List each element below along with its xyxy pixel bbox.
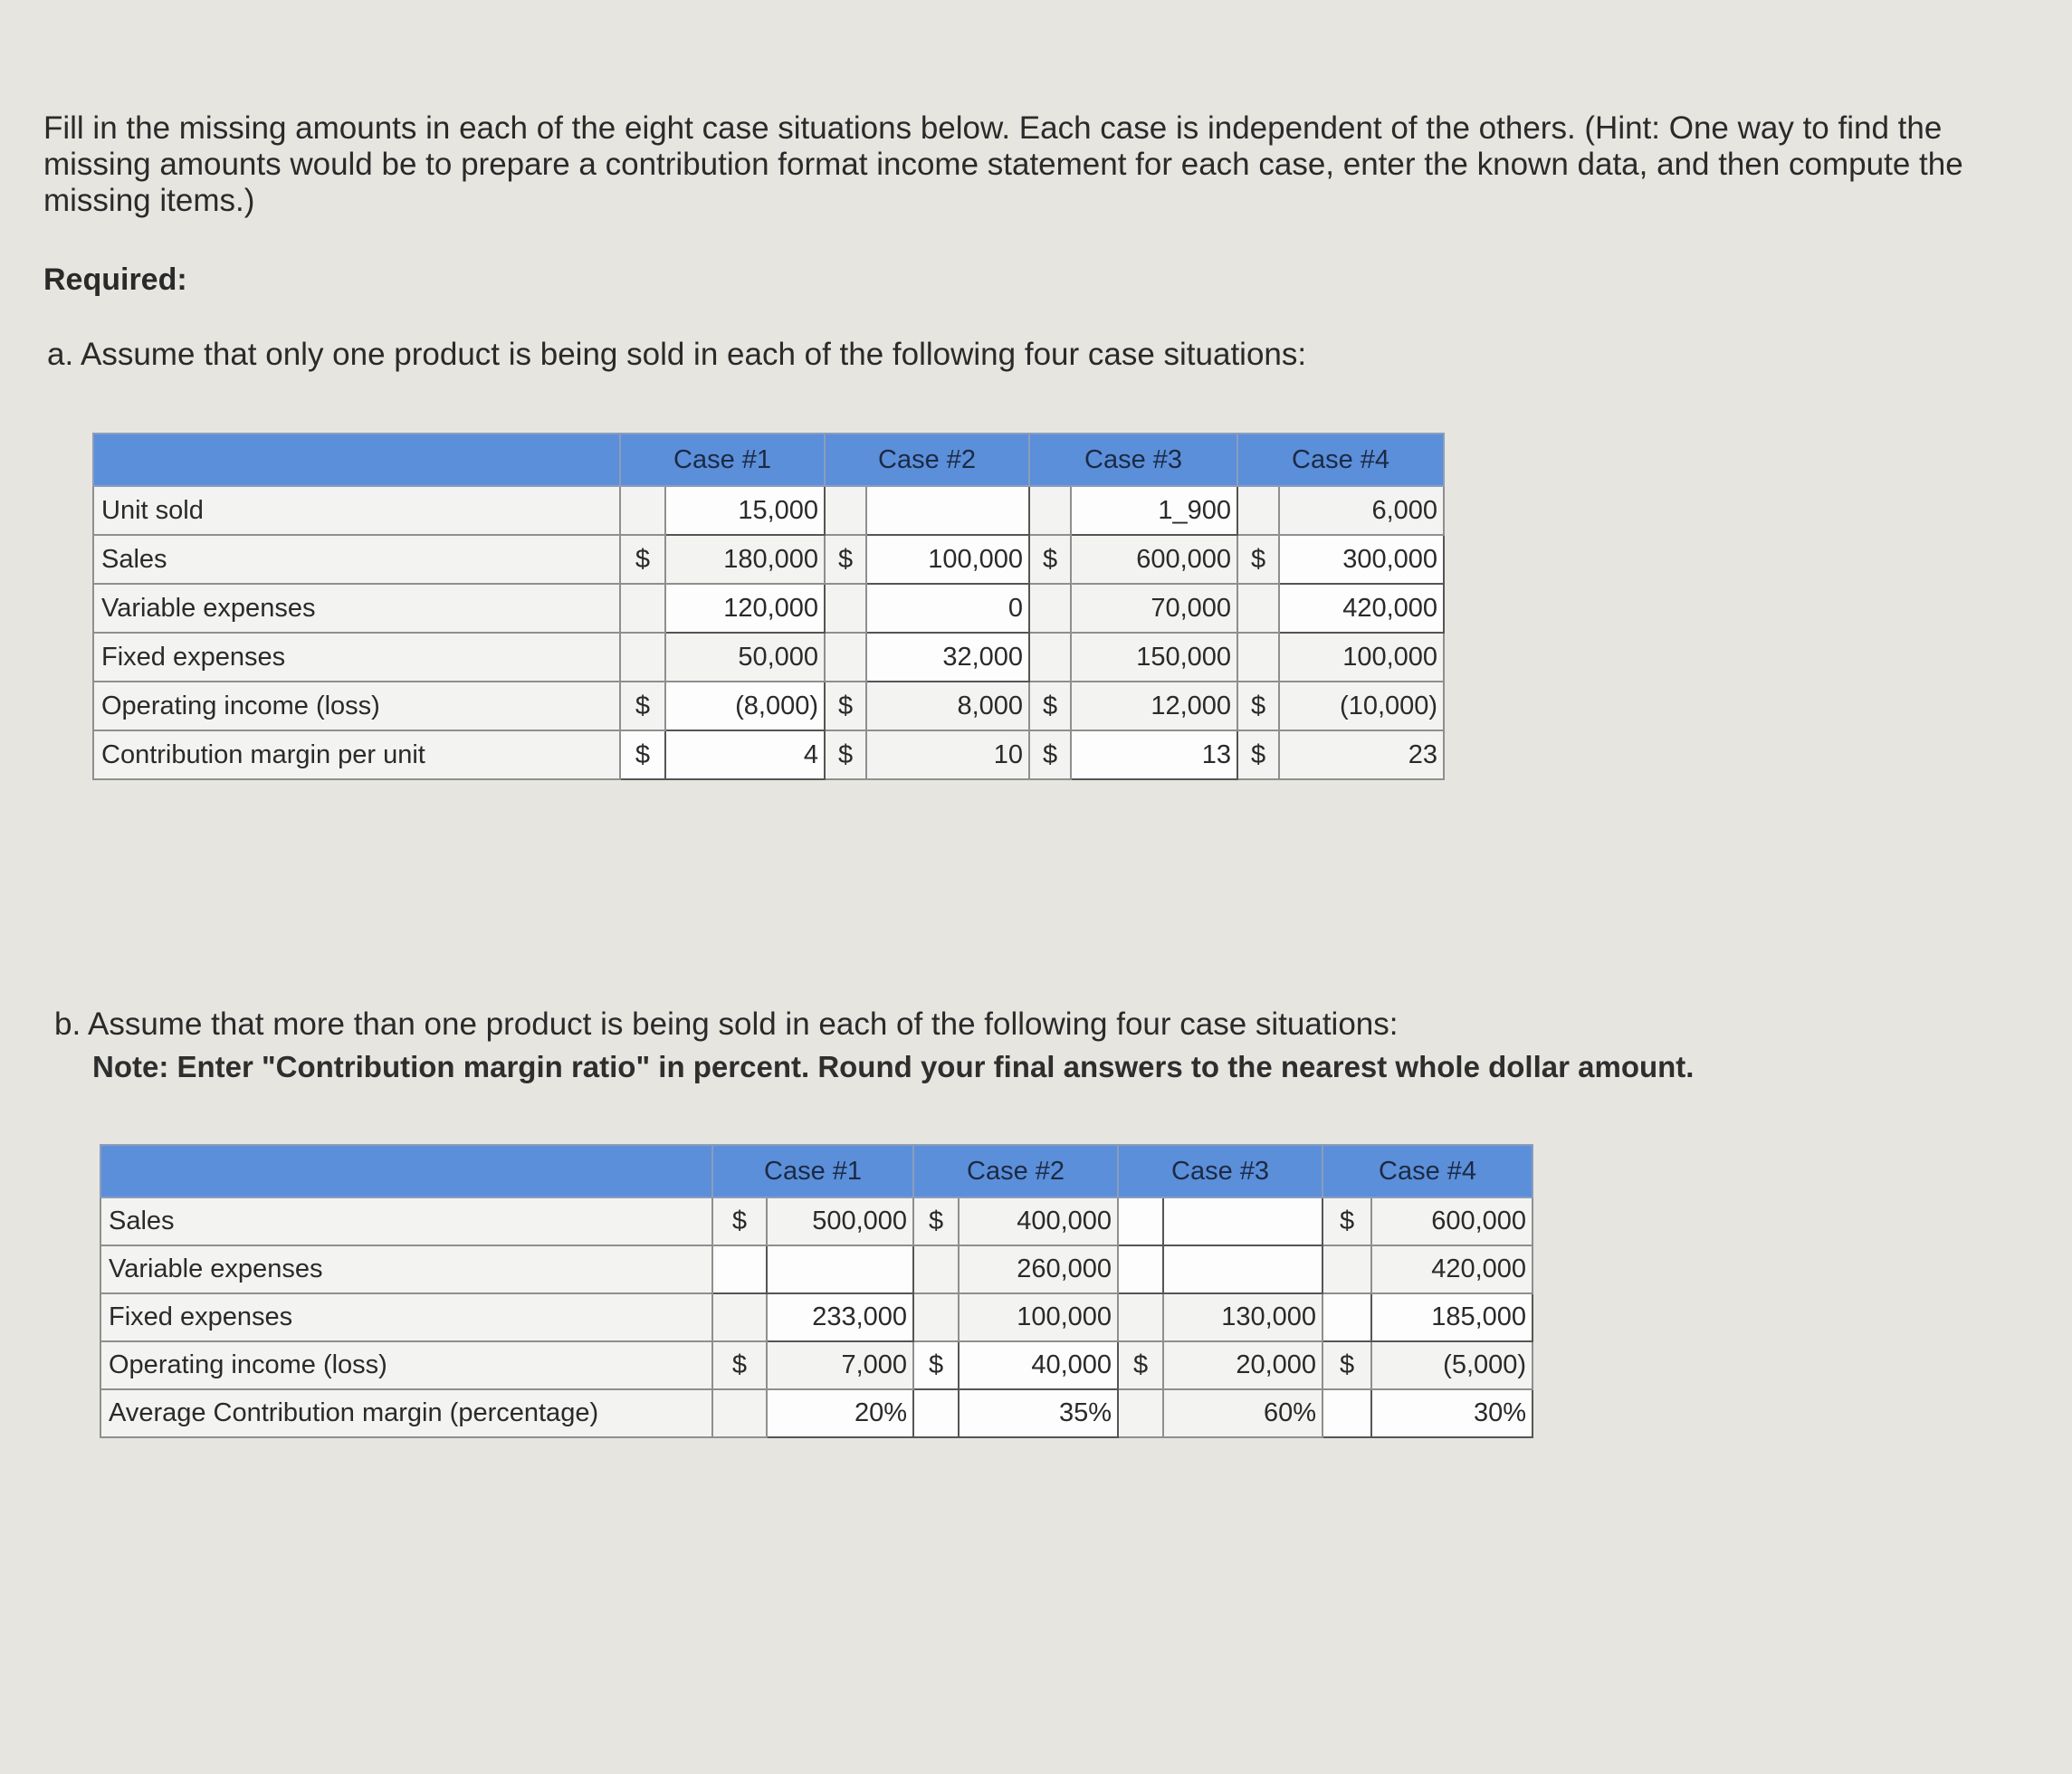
currency-sign: [1029, 584, 1071, 633]
table-b: [100, 1144, 1533, 1438]
case-1-variable-expenses-input[interactable]: 120,000: [665, 584, 825, 633]
table-a-header-case-2: Case #2: [825, 434, 1029, 486]
currency-sign: [1118, 1245, 1163, 1293]
currency-sign: $: [825, 535, 866, 584]
case-4-sales-value: 600,000: [1371, 1197, 1533, 1245]
case-4-unit-sold-value: 6,000: [1279, 486, 1444, 535]
currency-sign: [1322, 1245, 1371, 1293]
currency-sign: $: [1322, 1197, 1371, 1245]
case-3-sales-input[interactable]: [1163, 1197, 1322, 1245]
row-label-average-cm-percentage: Average Contribution margin (percentage): [100, 1389, 712, 1437]
row-label-variable-expenses: Variable expenses: [93, 584, 620, 633]
currency-sign: [712, 1389, 767, 1437]
table-b-header-case-2: Case #2: [913, 1145, 1118, 1197]
table-a-header-blank: [93, 434, 620, 486]
row-label-sales: Sales: [93, 535, 620, 584]
currency-sign: [620, 633, 665, 682]
table-row: [93, 486, 1444, 535]
currency-sign: $: [712, 1197, 767, 1245]
currency-sign: [1118, 1293, 1163, 1341]
currency-sign: [620, 486, 665, 535]
currency-sign: [825, 486, 866, 535]
currency-sign: $: [913, 1341, 959, 1389]
currency-sign: $: [620, 682, 665, 730]
currency-sign: [913, 1245, 959, 1293]
case-4-cm-percentage-input[interactable]: 30%: [1371, 1389, 1533, 1437]
table-b-header-row: [100, 1145, 1533, 1197]
table-row: [100, 1197, 1533, 1245]
currency-sign: $: [913, 1197, 959, 1245]
table-a-header-case-1: Case #1: [620, 434, 825, 486]
table-row: [93, 730, 1444, 779]
case-4-operating-income-value: (5,000): [1371, 1341, 1533, 1389]
currency-sign: [1237, 633, 1279, 682]
case-2-sales-value: 400,000: [959, 1197, 1118, 1245]
case-1-unit-sold-input[interactable]: 15,000: [665, 486, 825, 535]
currency-sign: $: [1237, 682, 1279, 730]
case-4-cm-per-unit-value: 23: [1279, 730, 1444, 779]
currency-sign: [1118, 1389, 1163, 1437]
case-2-sales-input[interactable]: 100,000: [866, 535, 1029, 584]
currency-sign: $: [1322, 1341, 1371, 1389]
case-4-operating-income-value: (10,000): [1279, 682, 1444, 730]
case-1-operating-income-input[interactable]: (8,000): [665, 682, 825, 730]
case-2-cm-percentage-input[interactable]: 35%: [959, 1389, 1118, 1437]
table-a-header-row: [93, 434, 1444, 486]
row-label-sales: Sales: [100, 1197, 712, 1245]
case-4-sales-input[interactable]: 300,000: [1279, 535, 1444, 584]
currency-sign: [1322, 1293, 1371, 1341]
case-4-fixed-expenses-value: 100,000: [1279, 633, 1444, 682]
row-label-contribution-margin-per-unit: Contribution margin per unit: [93, 730, 620, 779]
currency-sign: $: [620, 730, 665, 779]
case-1-fixed-expenses-input[interactable]: 233,000: [767, 1293, 913, 1341]
currency-sign: [913, 1389, 959, 1437]
case-2-variable-expenses-input[interactable]: 0: [866, 584, 1029, 633]
case-2-variable-expenses-value: 260,000: [959, 1245, 1118, 1293]
case-3-sales-value: 600,000: [1071, 535, 1237, 584]
currency-sign: $: [825, 730, 866, 779]
note-text: Note: Enter "Contribution margin ratio" in percent. Round your final answers to the nearest whole dollar amount.: [92, 1050, 1695, 1083]
currency-sign: [1118, 1197, 1163, 1245]
currency-sign: [620, 584, 665, 633]
case-1-cm-per-unit-input[interactable]: 4: [665, 730, 825, 779]
case-3-fixed-expenses-value: 150,000: [1071, 633, 1237, 682]
currency-sign: [712, 1293, 767, 1341]
case-1-operating-income-value: 7,000: [767, 1341, 913, 1389]
table-b-header-case-1: Case #1: [712, 1145, 913, 1197]
currency-sign: [712, 1245, 767, 1293]
table-b-header-case-4: Case #4: [1322, 1145, 1533, 1197]
case-1-variable-expenses-input[interactable]: [767, 1245, 913, 1293]
case-1-sales-value: 500,000: [767, 1197, 913, 1245]
case-1-fixed-expenses-value: 50,000: [665, 633, 825, 682]
case-2-fixed-expenses-input[interactable]: 32,000: [866, 633, 1029, 682]
case-4-fixed-expenses-input[interactable]: 185,000: [1371, 1293, 1533, 1341]
case-3-unit-sold-input[interactable]: 1_900: [1071, 486, 1237, 535]
part-a-prompt: a. Assume that only one product is being sold in each of the following four case situations:: [47, 337, 1307, 372]
case-1-sales-value: 180,000: [665, 535, 825, 584]
case-4-variable-expenses-input[interactable]: 420,000: [1279, 584, 1444, 633]
table-a: [92, 433, 1445, 780]
row-label-operating-income: Operating income (loss): [100, 1341, 712, 1389]
currency-sign: [1237, 486, 1279, 535]
case-2-operating-income-input[interactable]: 40,000: [959, 1341, 1118, 1389]
row-label-fixed-expenses: Fixed expenses: [100, 1293, 712, 1341]
instructions-text: Fill in the missing amounts in each of the eight case situations below. Each case is independent of the others. (Hint: One way to find the missing amounts would be to prepare a contribution format income statement for each case, enter the known data, and then compute the missing items.): [43, 110, 1963, 218]
currency-sign: $: [1237, 730, 1279, 779]
case-4-variable-expenses-value: 420,000: [1371, 1245, 1533, 1293]
currency-sign: $: [1029, 730, 1071, 779]
row-label-operating-income: Operating income (loss): [93, 682, 620, 730]
part-b-prompt: b. Assume that more than one product is being sold in each of the following four case situations:: [54, 1006, 1399, 1042]
row-label-variable-expenses: Variable expenses: [100, 1245, 712, 1293]
table-row: [93, 584, 1444, 633]
table-a-header-case-4: Case #4: [1237, 434, 1444, 486]
currency-sign: $: [1029, 682, 1071, 730]
currency-sign: $: [1029, 535, 1071, 584]
case-3-variable-expenses-input[interactable]: [1163, 1245, 1322, 1293]
case-3-operating-income-value: 20,000: [1163, 1341, 1322, 1389]
case-2-unit-sold-input[interactable]: [866, 486, 1029, 535]
currency-sign: $: [1237, 535, 1279, 584]
required-heading: Required:: [43, 262, 187, 297]
case-3-fixed-expenses-value: 130,000: [1163, 1293, 1322, 1341]
table-row: [93, 535, 1444, 584]
currency-sign: [1029, 486, 1071, 535]
currency-sign: $: [620, 535, 665, 584]
case-1-cm-percentage-input[interactable]: 20%: [767, 1389, 913, 1437]
table-a-header-case-3: Case #3: [1029, 434, 1237, 486]
currency-sign: [1029, 633, 1071, 682]
currency-sign: [913, 1293, 959, 1341]
currency-sign: $: [825, 682, 866, 730]
case-2-cm-per-unit-value: 10: [866, 730, 1029, 779]
table-row: [93, 633, 1444, 682]
case-3-variable-expenses-value: 70,000: [1071, 584, 1237, 633]
table-b-header-blank: [100, 1145, 712, 1197]
currency-sign: [825, 584, 866, 633]
table-b-header-case-3: Case #3: [1118, 1145, 1322, 1197]
case-3-cm-percentage-value: 60%: [1163, 1389, 1322, 1437]
table-row: [100, 1389, 1533, 1437]
currency-sign: $: [712, 1341, 767, 1389]
case-2-operating-income-value: 8,000: [866, 682, 1029, 730]
row-label-fixed-expenses: Fixed expenses: [93, 633, 620, 682]
case-3-operating-income-value: 12,000: [1071, 682, 1237, 730]
currency-sign: [825, 633, 866, 682]
row-label-unit-sold: Unit sold: [93, 486, 620, 535]
table-row: [100, 1293, 1533, 1341]
case-2-fixed-expenses-value: 100,000: [959, 1293, 1118, 1341]
currency-sign: $: [1118, 1341, 1163, 1389]
table-row: [100, 1245, 1533, 1293]
case-3-cm-per-unit-input[interactable]: 13: [1071, 730, 1237, 779]
table-row: [100, 1341, 1533, 1389]
currency-sign: [1322, 1389, 1371, 1437]
currency-sign: [1237, 584, 1279, 633]
table-row: [93, 682, 1444, 730]
